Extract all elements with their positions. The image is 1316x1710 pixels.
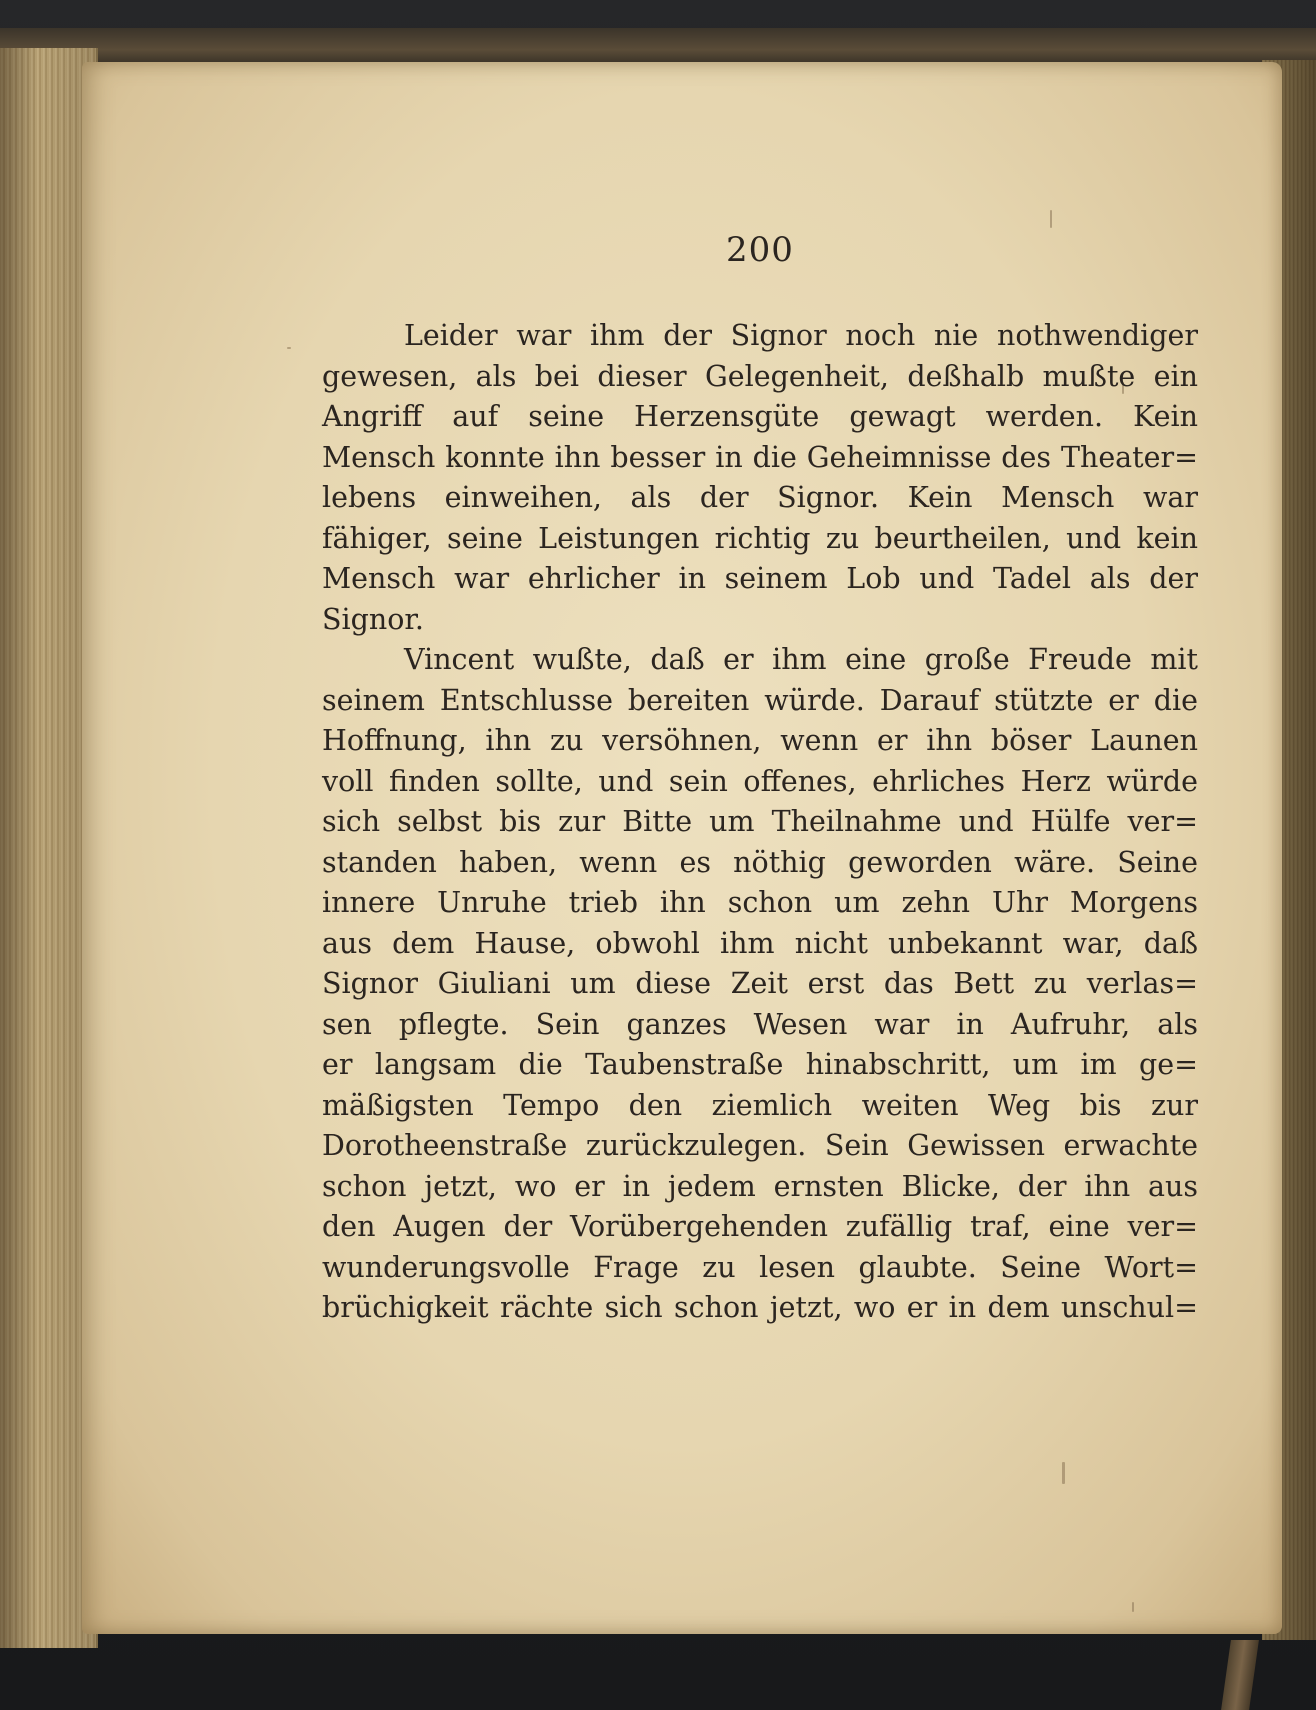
page-speck [287,347,291,349]
text-line: aus dem Hause, obwohl ihm nicht unbekannt war, daß [322,926,1198,960]
text-line: fähiger, seine Leistungen richtig zu beurtheilen, und kein [322,521,1198,555]
text-line: sen pflegte. Sein ganzes Wesen war in Aufruhr, als [322,1007,1198,1041]
text-line: sich selbst bis zur Bitte um Theilnahme und Hülfe ver= [322,805,1198,838]
text-line: voll finden sollte, und sein offenes, ehrliches Herz würde [322,764,1198,798]
text-line: den Augen der Vorübergehenden zufällig traf, eine ver= [322,1210,1198,1243]
page-number-text: 200 [726,230,794,270]
text-line: innere Unruhe trieb ihn schon um zehn Uhr Morgens [322,886,1198,919]
page-speck [1062,1462,1065,1484]
text-line: er langsam die Taubenstraße hinabschritt, um im ge= [322,1048,1198,1081]
text-line: Leider war ihm der Signor noch nie nothwendiger [404,319,1198,352]
text-line: schon jetzt, wo er in jedem ernsten Blicke, der ihn aus [322,1169,1198,1203]
text-line: Vincent wußte, daß er ihm eine große Freude mit [404,643,1198,676]
text-line: wunderungsvolle Frage zu lesen glaubte. Seine Wort= [322,1250,1198,1284]
text-line: Signor. [322,602,424,636]
page-number [0,230,1316,270]
text-line: lebens einweihen, als der Signor. Kein Mensch war [322,481,1198,514]
text-line: gewesen, als bei dieser Gelegenheit, deßhalb mußte ein [322,359,1198,393]
page-speck [1132,1602,1134,1612]
text-line: Hoffnung, ihn zu versöhnen, wenn er ihn böser Launen [322,724,1198,757]
text-line: Mensch war ehrlicher in seinem Lob und Tadel als der [322,562,1198,595]
text-line: mäßigsten Tempo den ziemlich weiten Weg bis zur [322,1088,1198,1122]
text-line: brüchigkeit rächte sich schon jetzt, wo er in dem unschul= [322,1291,1198,1324]
text-line: Signor Giuliani um diese Zeit erst das Bett zu verlas= [322,967,1198,1000]
text-line: Dorotheenstraße zurückzulegen. Sein Gewissen erwachte [322,1129,1198,1162]
body-text [322,316,1198,1329]
text-line: seinem Entschlusse bereiten würde. Darauf stützte er die [322,683,1198,717]
text-line: Mensch konnte ihn besser in die Geheimnisse des Theater= [322,440,1198,474]
page-speck [1050,210,1052,228]
text-line: standen haben, wenn es nöthig geworden wäre. Seine [322,845,1198,879]
text-line: Angriff auf seine Herzensgüte gewagt werden. Kein [322,400,1198,433]
